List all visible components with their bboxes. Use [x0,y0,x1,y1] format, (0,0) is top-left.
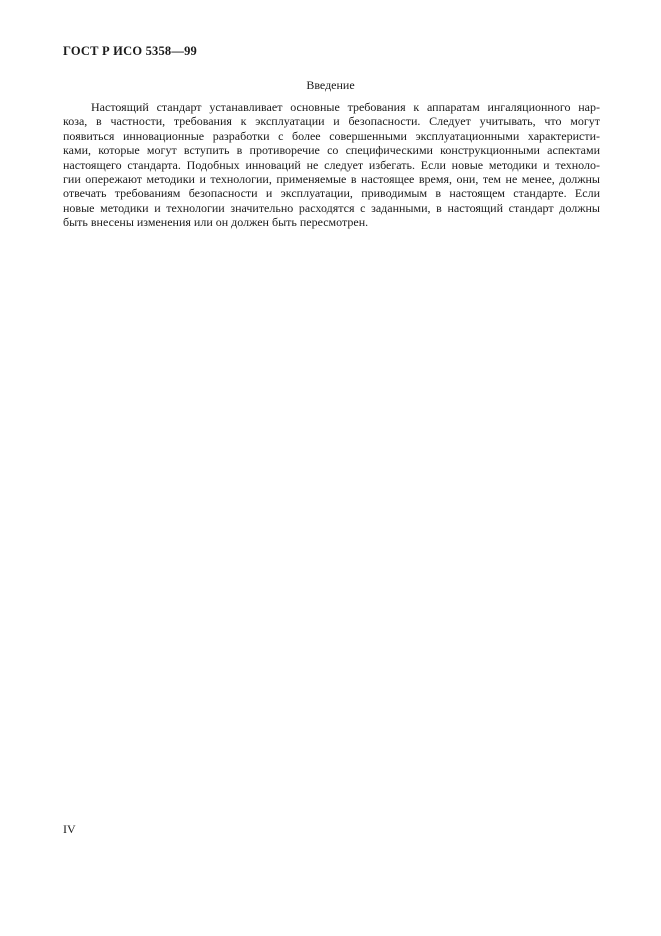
paragraph-line-2: коза, в частности, требования к эксплуатации и безопасности. Следует учитывать, что могут [63,114,600,129]
page-number: IV [63,822,76,836]
paragraph-line-6: гии опережают методики и технологии, применяемые в настоящее время, они, тем не менее, должны [63,172,600,187]
section-title: Введение [306,78,355,92]
paragraph-line-4: ками, которые могут вступить в противоречие со специфическими конструкционными аспектами [63,143,600,158]
paragraph-line-9: быть внесены изменения или он должен быть пересмотрен. [63,215,369,230]
paragraph-line-7: отвечать требованиям безопасности и эксплуатации, приводимым в настоящем стандарте. Если [63,186,600,201]
paragraph-line-3: появиться инновационные разработки с более совершенными эксплуатационными характеристи- [63,128,600,143]
introduction-paragraph [63,100,600,230]
paragraph-line-1: Настоящий стандарт устанавливает основные требования к аппаратам ингаляционного нар- [91,100,600,114]
paragraph-line-8: новые методики и технологии значительно расходятся с заданными, в настоящий стандарт должны [63,200,600,215]
document-header: ГОСТ Р ИСО 5358—99 [63,44,197,58]
paragraph-line-5: настоящего стандарта. Подобных инноваций не следует избегать. Если новые методики и техноло- [63,157,600,172]
